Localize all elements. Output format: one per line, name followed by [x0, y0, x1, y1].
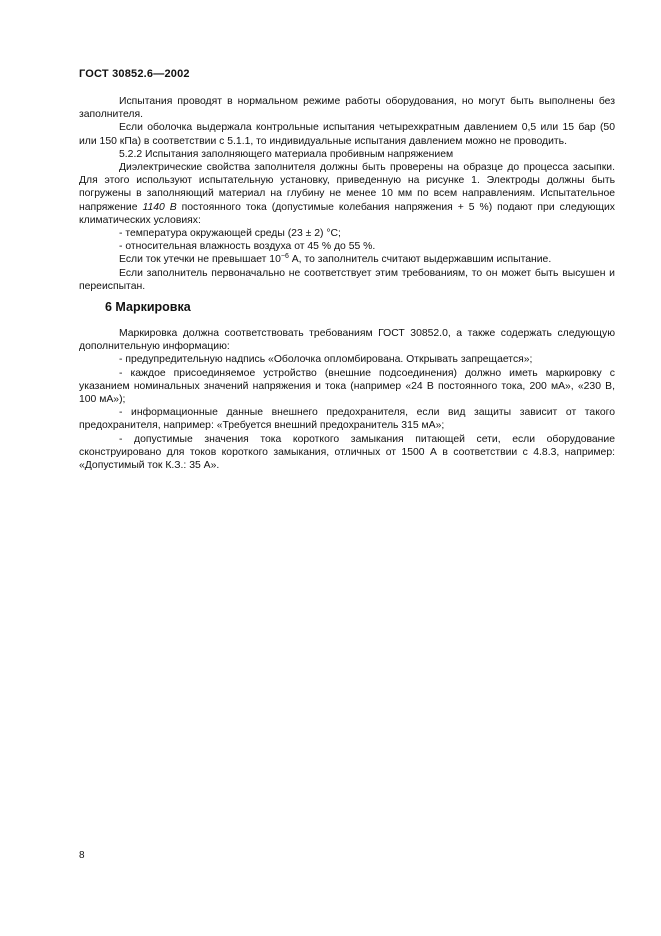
text-run: Если ток утечки не превышает 10 — [119, 254, 281, 266]
section-heading: 6 Маркировка — [105, 300, 191, 314]
paragraph — [79, 161, 615, 227]
paragraph: Если заполнитель первоначально не соответствует этим требованиям, то он может быть высушен и переиспытан. — [79, 267, 615, 292]
document-header: ГОСТ 30852.6—2002 — [79, 68, 190, 80]
subsection-heading: 5.2.2 Испытания заполняющего материала пробивным напряжением — [119, 148, 454, 160]
list-item: - относительная влажность воздуха от 45 % до 55 %. — [119, 241, 376, 253]
section-6-text — [79, 327, 615, 472]
text-run: Диэлектрические свойства заполнителя должны быть проверены на образце до процесса засыпки. Для этого используют испытательную установку, приведенную на рисунке 1. Электроды должны быть погружены в заполняющий материал на глубину не менее 10 мм по всем направлениям. Испытательное напряжение — [79, 162, 615, 213]
paragraph: Маркировка должна соответствовать требованиям ГОСТ 30852.0, а также содержать следующую дополнительную информацию: — [79, 328, 615, 353]
exponent: −6 — [280, 253, 289, 261]
paragraph: Испытания проводят в нормальном режиме работы оборудования, но могут быть выполнены без заполнителя. — [79, 96, 615, 121]
page-number: 8 — [79, 850, 85, 861]
section-5-text — [79, 95, 615, 293]
list-item: - допустимые значения тока короткого замыкания питающей сети, если оборудование сконструировано для токов короткого замыкания, отличных от 1500 А в соответствии с 4.8.3, например: «Допустимый ток К.З.: 35 А». — [79, 433, 615, 472]
text-run: А, то заполнитель считают выдержавшим испытание. — [291, 254, 552, 266]
list-item: - информационные данные внешнего предохранителя, если вид защиты зависит от такого предохранителя, например: «Требуется внешний предохранитель 315 мА»; — [79, 407, 615, 432]
voltage-value: 1140 В — [142, 201, 177, 213]
list-item: - каждое присоединяемое устройство (внешние подсоединения) должно иметь маркировку с указанием номинальных значений напряжения и тока (например «24 В постоянного тока, 200 мА», «230 В, 100 мА»); — [79, 367, 615, 406]
paragraph — [79, 253, 615, 266]
text-run: постоянного тока (допустимые колебания напряжения + 5 %) подают при следующих климатических условиях: — [79, 201, 616, 226]
list-item: - предупредительную надпись «Оболочка опломбирована. Открывать запрещается»; — [119, 354, 533, 366]
list-item: - температура окружающей среды (23 ± 2) °С; — [119, 228, 341, 240]
paragraph: Если оболочка выдержала контрольные испытания четырехкратным давлением 0,5 или 15 бар (50 или 150 кПа) в соответствии с 5.1.1, то индивидуальные испытания давлением можно не проводить. — [79, 122, 615, 147]
